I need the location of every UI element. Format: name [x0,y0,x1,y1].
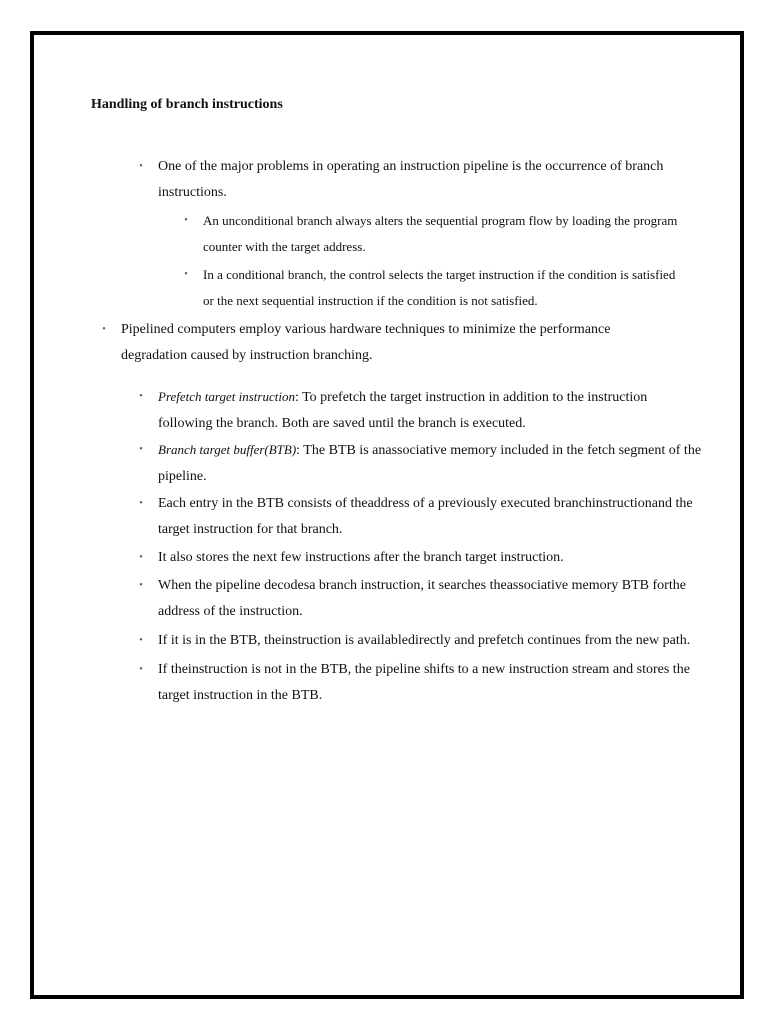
list-item-text: If it is in the BTB, theinstruction is availabledirectly and prefetch continues from the new path. [158,633,691,648]
list-item [139,628,703,654]
bullet-icon: • [139,552,143,563]
list-item [139,384,703,437]
list-item-text: : To prefetch the target instruction in addition to the instruction following the branch. Both are saved until the branch is executed. [158,390,648,431]
bullet-icon: • [139,580,143,591]
list-item-text: Each entry in the BTB consists of theaddress of a previously executed branchinstructionand the target instruction for that branch. [158,496,693,537]
bullet-icon: • [102,324,106,335]
list-item-text: : The BTB is anassociative memory included in the fetch segment of the pipeline. [158,443,702,484]
bullet-icon: • [139,498,143,509]
bullet-icon: • [139,664,143,675]
bullet-icon: • [139,444,143,455]
list-item [139,657,698,709]
bullet-icon: • [139,161,143,172]
list-item [139,491,698,543]
list-item-lead: Prefetch target instruction [158,389,295,404]
list-item-text: Pipelined computers employ various hardware techniques to minimize the performance degradation caused by instruction branching. [121,322,611,363]
bullet-icon: • [139,391,143,402]
list-item [184,208,681,260]
list-item-text: When the pipeline decodesa branch instruction, it searches theassociative memory BTB forthe address of the instruction. [158,578,686,619]
bullet-icon: • [139,635,143,646]
list-item [139,154,678,206]
list-item-text: It also stores the next few instructions after the branch target instruction. [158,550,564,565]
list-item [139,573,698,625]
list-item [184,262,681,314]
bullet-icon: • [184,269,188,280]
list-item [102,317,661,369]
list-item-lead: Branch target buffer(BTB) [158,442,297,457]
list-item-text: If theinstruction is not in the BTB, the pipeline shifts to a new instruction stream and stores the target instruction in the BTB. [158,662,690,703]
list-item-text: An unconditional branch always alters the sequential program flow by loading the program counter with the target address. [203,213,678,254]
bullet-icon: • [184,215,188,226]
list-item [139,545,698,571]
list-item-text: In a conditional branch, the control selects the target instruction if the condition is satisfied or the next sequential instruction if the condition is not satisfied. [203,267,676,308]
list-item [139,437,703,490]
list-item-text: One of the major problems in operating an instruction pipeline is the occurrence of branch instructions. [158,159,664,200]
page-title: Handling of branch instructions [91,97,283,112]
